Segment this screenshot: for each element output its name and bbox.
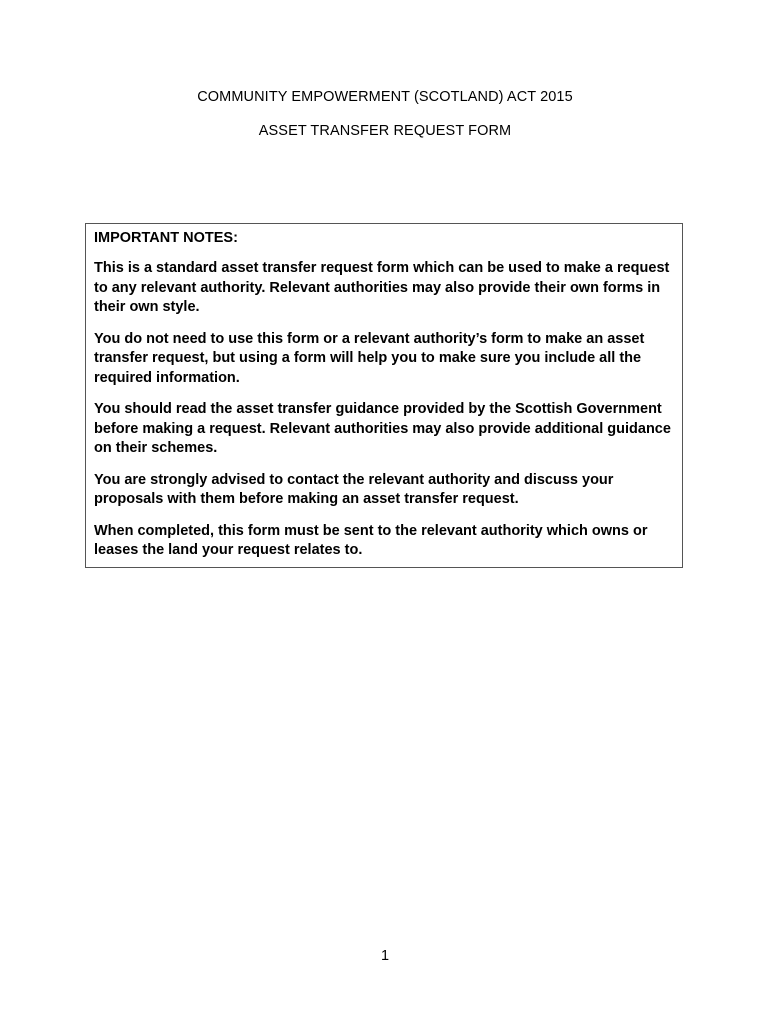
document-title: COMMUNITY EMPOWERMENT (SCOTLAND) ACT 2015 (197, 89, 573, 105)
page-number: 1 (380, 948, 390, 964)
notes-paragraph-1: This is a standard asset transfer request form which can be used to make a request to any relevant authority. Relevant authorities may also provide their own forms in their own style. (94, 260, 670, 315)
notes-paragraph-4: You are strongly advised to contact the relevant authority and discuss your proposals with them before making an asset transfer request. (94, 471, 614, 507)
notes-heading: IMPORTANT NOTES: (94, 230, 238, 246)
notes-paragraph-5: When completed, this form must be sent to the relevant authority which owns or leases the land your request relates to. (94, 522, 648, 558)
important-notes-box (85, 223, 683, 568)
document-subtitle: ASSET TRANSFER REQUEST FORM (258, 123, 512, 139)
notes-paragraph-3: You should read the asset transfer guidance provided by the Scottish Government before making a request. Relevant authorities may also provide additional guidance on their schemes. (94, 401, 671, 456)
notes-paragraph-2: You do not need to use this form or a relevant authority’s form to make an asset transfer request, but using a form will help you to make sure you include all the required information. (94, 330, 645, 386)
